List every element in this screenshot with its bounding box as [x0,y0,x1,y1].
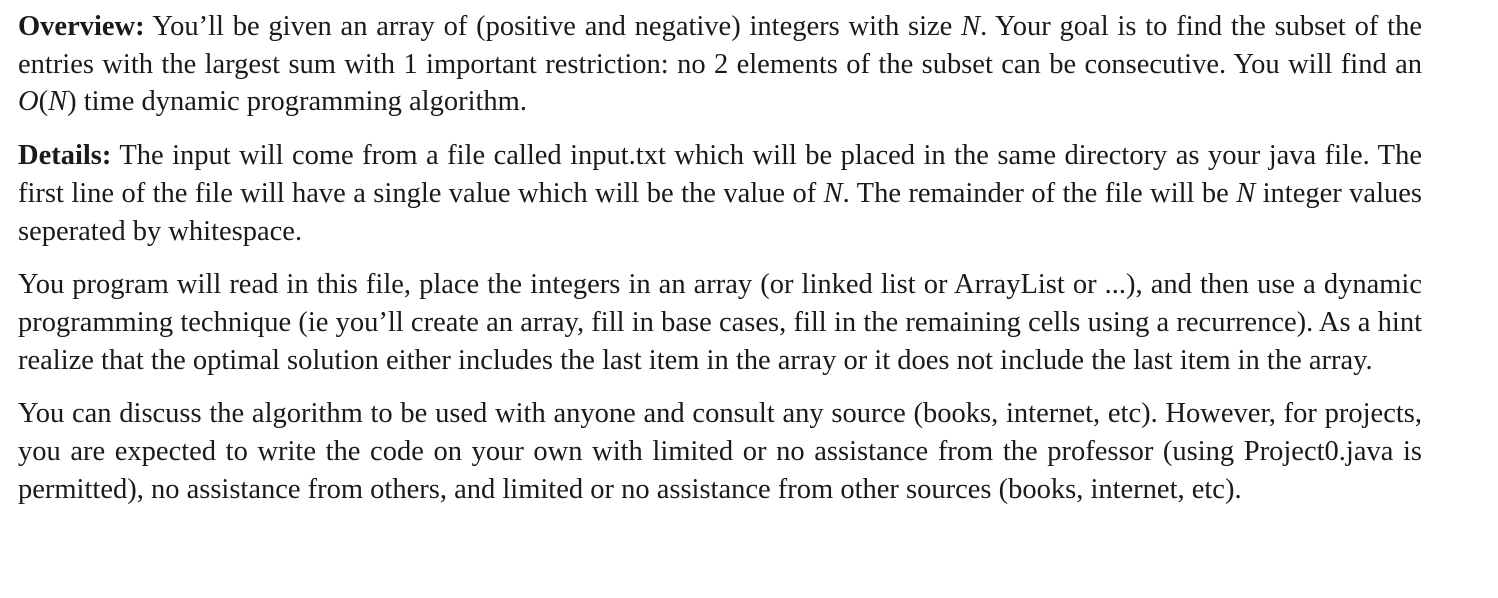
n-symbol: N [823,177,843,209]
details-text-2: . The remainder of the file will be [842,177,1237,209]
details-text-3: integer values seperated by whitespace. [18,177,1422,247]
details-text-1: The input will come from a file called input.txt which will be placed in the same directory as your java file. The first line of the file will have a single value which will be the value of [18,140,1422,209]
policy-paragraph: You can discuss the algorithm to be used with anyone and consult any source (books, internet, etc). However, for projects, you are expected to write the code on your own with limited or no assistance from the professor (using Project0.java is permitted), no assistance from others, and limited or no assistance from other sources (books, internet, etc). [18,398,1422,505]
document-page [18,8,1422,524]
paren-open: ( [38,86,49,118]
paren-close: ) [67,86,77,118]
overview-heading: Overview: [18,11,145,42]
overview-paragraph [18,8,1422,121]
overview-text-1: You’ll be given an array of (positive and negative) integers with size [144,11,962,42]
overview-text-3: time dynamic programming algorithm. [76,86,527,118]
big-o-symbol: O [18,86,39,118]
n-symbol: N [1236,177,1256,209]
details-paragraph [18,137,1422,250]
overview-text-2: . Your goal is to find the subset of the entries with the largest sum with 1 important restriction: no 2 elements of the subset can be consecutive. You will find an [18,11,1422,80]
n-symbol: N [961,11,981,42]
program-paragraph: You program will read in this file, place the integers in an array (or linked list or ArrayList or ...), and then use a dynamic programming technique (ie you’ll create an array, fill in base cases, fill in the remaining cells using a recurrence). As a hint realize that the optimal solution either includes the last item in the array or it does not include the last item in the array. [18,269,1422,376]
details-heading: Details: [18,140,112,172]
big-o-n-symbol: N [48,86,68,118]
